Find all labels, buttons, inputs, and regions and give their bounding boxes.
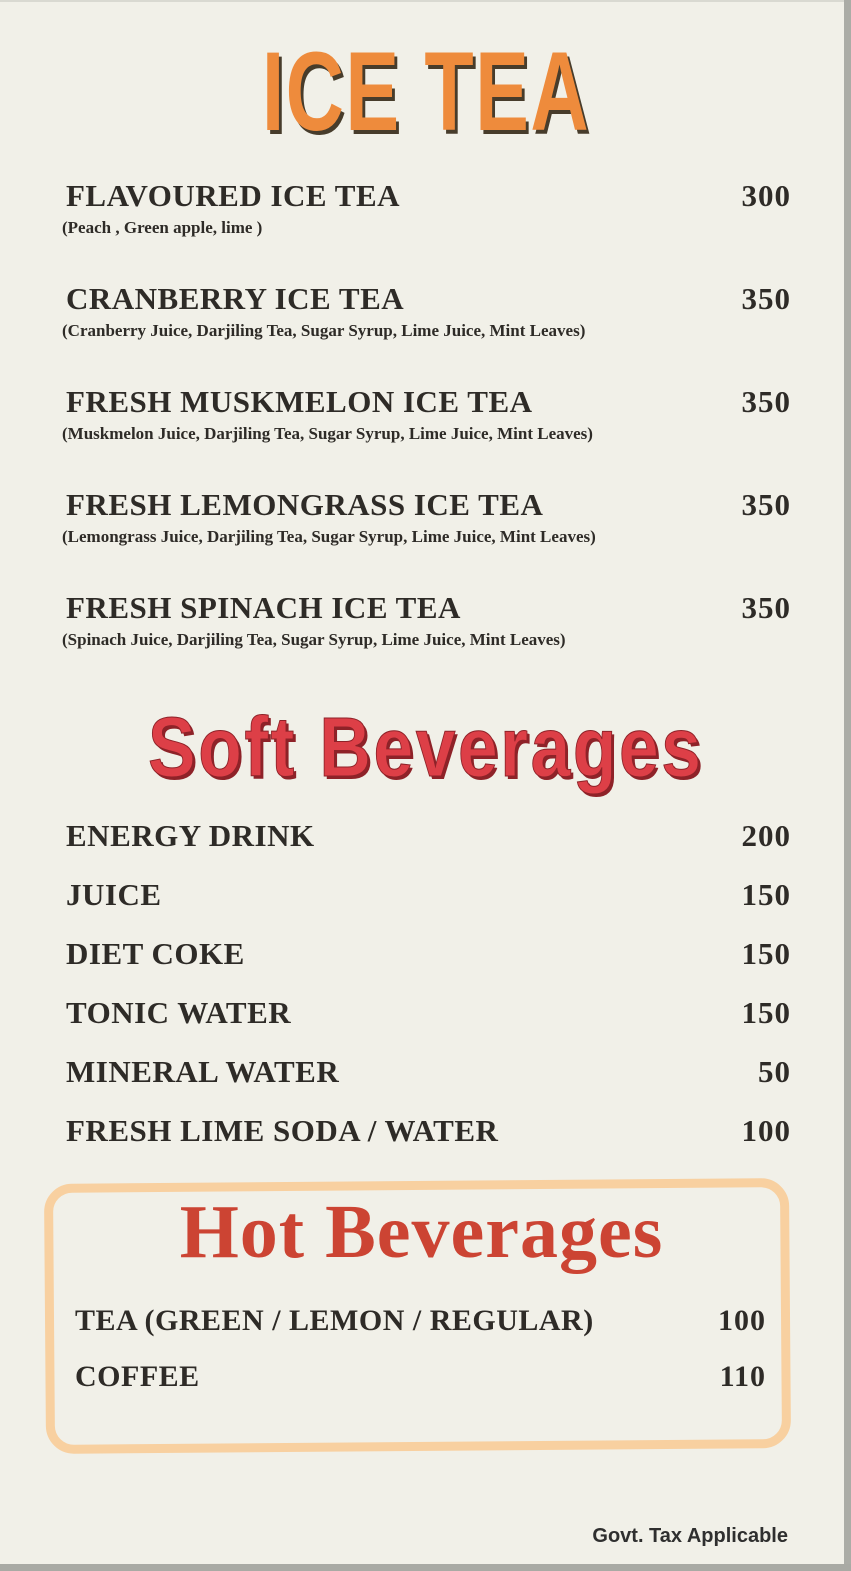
item-line <box>66 1054 791 1090</box>
item-line <box>66 877 791 913</box>
item-line <box>66 178 791 214</box>
item-name: ENERGY DRINK <box>66 817 315 853</box>
ice-tea-item-list <box>0 178 851 651</box>
tax-note: Govt. Tax Applicable <box>592 1525 788 1547</box>
hot-beverages-box <box>45 1181 790 1451</box>
hot-beverages-item-list <box>67 1302 776 1396</box>
item-name: FLAVOURED ICE TEA <box>66 178 401 213</box>
item-price: 150 <box>741 876 791 912</box>
item-price: 200 <box>741 817 791 853</box>
menu-item <box>66 995 791 1031</box>
item-name: MINERAL WATER <box>66 1053 340 1089</box>
menu-item <box>66 936 791 972</box>
menu-item <box>66 877 791 913</box>
menu-item <box>62 590 791 651</box>
item-name: FRESH LIME SODA / WATER <box>66 1112 499 1148</box>
item-name: JUICE <box>66 876 162 912</box>
item-name: FRESH MUSKMELON ICE TEA <box>66 384 533 419</box>
item-line <box>66 487 791 523</box>
page-edge-top <box>0 0 851 2</box>
page-edge-bottom <box>0 1564 851 1571</box>
menu-item <box>62 487 791 548</box>
soft-beverages-item-list <box>0 818 851 1149</box>
menu-item <box>75 1358 766 1396</box>
item-line <box>66 1113 791 1149</box>
item-name: FRESH LEMONGRASS ICE TEA <box>66 487 544 522</box>
item-line <box>75 1302 766 1340</box>
item-name: TONIC WATER <box>66 994 292 1030</box>
item-description: (Cranberry Juice, Darjiling Tea, Sugar Syrup, Lime Juice, Mint Leaves) <box>62 321 586 340</box>
item-price: 150 <box>741 935 791 971</box>
page-edge-right <box>844 0 851 1571</box>
menu-item <box>66 1113 791 1149</box>
item-line <box>66 995 791 1031</box>
item-price: 350 <box>741 384 791 419</box>
item-price: 350 <box>741 281 791 316</box>
item-price: 350 <box>741 590 791 625</box>
item-description: (Peach , Green apple, lime ) <box>62 218 263 237</box>
item-name: TEA (GREEN / LEMON / REGULAR) <box>75 1304 594 1338</box>
menu-item <box>62 384 791 445</box>
item-line <box>66 936 791 972</box>
soft-beverages-section-title <box>0 693 851 796</box>
item-name: COFFEE <box>75 1360 200 1394</box>
item-description: (Muskmelon Juice, Darjiling Tea, Sugar Syrup, Lime Juice, Mint Leaves) <box>62 424 593 443</box>
item-line <box>66 590 791 626</box>
ice-tea-section-title <box>0 0 851 154</box>
menu-item <box>75 1302 766 1340</box>
item-description: (Spinach Juice, Darjiling Tea, Sugar Syrup, Lime Juice, Mint Leaves) <box>62 630 566 649</box>
item-name: DIET COKE <box>66 935 245 971</box>
item-price: 100 <box>718 1304 766 1338</box>
item-price: 50 <box>758 1053 791 1089</box>
item-price: 100 <box>741 1112 791 1148</box>
item-price: 110 <box>719 1360 766 1394</box>
item-name: FRESH SPINACH ICE TEA <box>66 590 461 625</box>
menu-item <box>66 818 791 854</box>
item-line <box>75 1358 766 1396</box>
item-line <box>66 281 791 317</box>
item-line <box>66 818 791 854</box>
soft-beverages-title-text: Soft Beverages <box>147 700 704 794</box>
item-name: CRANBERRY ICE TEA <box>66 281 405 316</box>
item-description: (Lemongrass Juice, Darjiling Tea, Sugar Syrup, Lime Juice, Mint Leaves) <box>62 527 596 546</box>
menu-item <box>62 281 791 342</box>
menu-item <box>62 178 791 239</box>
item-line <box>66 384 791 420</box>
item-price: 350 <box>741 487 791 522</box>
item-price: 300 <box>741 178 791 213</box>
item-price: 150 <box>741 994 791 1030</box>
hot-beverages-title: Hot Beverages <box>179 1189 664 1274</box>
ice-tea-title-text: ICE TEA <box>261 29 590 154</box>
menu-item <box>66 1054 791 1090</box>
